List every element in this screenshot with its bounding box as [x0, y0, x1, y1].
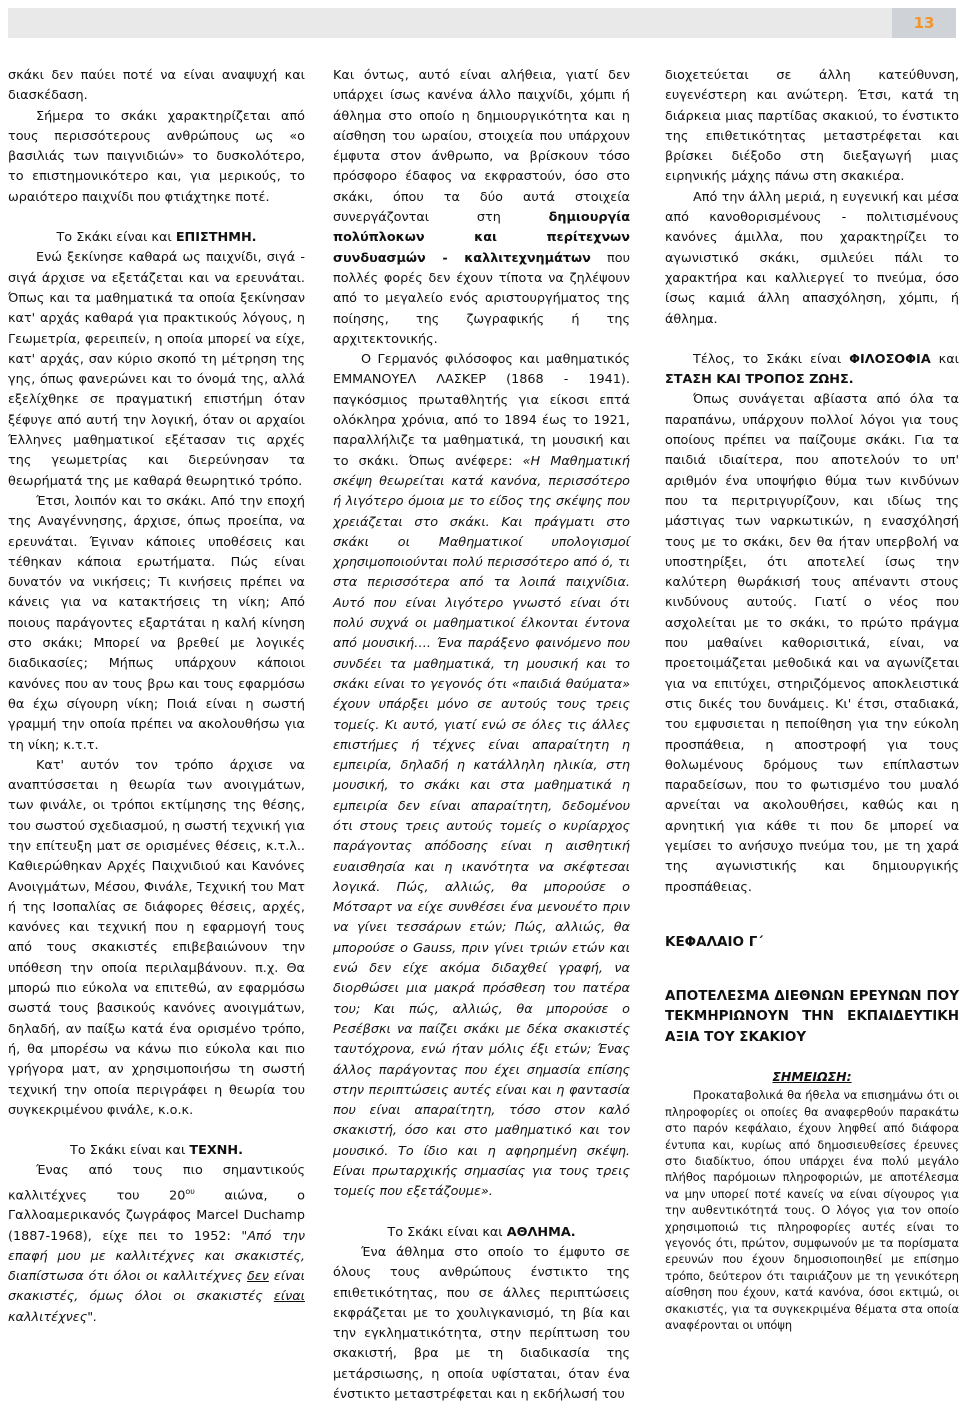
column-1: [8, 66, 305, 1328]
heading-text: Το Σκάκι είναι και: [387, 1224, 507, 1240]
underlined-word: είναι: [273, 1289, 305, 1305]
note-paragraph: Προκαταβολικά θα ήθελα να επισημάνω ότι οι πληροφορίες οι οποίες θα αναφερθούν παρακάτω στο παρόν κεφάλαιο, έχουν ληφθεί από διάφορα έντυπα και, κυρίως από δημοσιευθείσες έρευνες στο διαδίκτυο, όπου υπάρχει ένα πολύ μεγάλο πλήθος παρόμοιων πληροφοριών, με αποτέλεσμα να μην υπορεί ποτέ κανείς να είναι σίγουρος για την αυθεντικότητά τους. Ο λόγος για τον οποίο χρησιμοποιώ τις πληροφορίες αυτές είναι το γεγονός ότι, πρώτον, συμφωνούν με τα πορίσματα ερευνών που έχουν δημοσιοποιηθεί με επίσημο τρόπο, δεύτερον ότι ταιριάζουν με τη γενικότερη αίσθηση που έχουν, κατά κανόνα, όσοι εκτιμώ, οι σκακιστές, για τα συγκεκριμένα θέματα στα οποία αναφέρονται οι υπόψη: [665, 1088, 959, 1333]
heading-text: Το Σκάκι είναι και: [56, 230, 176, 246]
quote-text: "Από την επαφή μου με καλλιτέχνες και σκακιστές, διαπίστωσα ότι όλοι οι καλλιτέχνες: [8, 1228, 305, 1285]
paragraph: διοχετεύεται σε άλλη κατεύθυνση, ευγενέστερη και ανώτερη. Έτσι, κατά τη διάρκεια μιας παρτίδας σκακιού, το ένστικτο της επιθετικότητας μεταστρέφεται και βρίσκει διέξοδο στη διεξαγωγή μιας ειρηνικής μάχης πάνω στη σκακιέρα.: [665, 68, 959, 185]
text: αιώνα, ο Γαλλοαμερικανός ζωγράφος Marcel Duchamp (1887-1968), είχε πει το 1952:: [8, 1188, 305, 1244]
text: Και όντως, αυτό είναι αλήθεια, γιατί δεν υπάρχει ίσως κανένα άλλο παιχνίδι, χόμπι ή άθλημα στο οποίο η δημιουργικότητα και η αίσθηση του ωραίου, στοιχεία που υπάρχουν έμφυτα στον άνθρωπο, να βρίσκουν τόσο πρόσφορο έδαφος να εκφραστούν, όσο στο σκάκι, όπου τα δύο αυτά στοιχεία συνεργάζονται στη: [333, 68, 630, 226]
text: που πολλές φορές δεν έχουν τίποτα να ζηλέψουν από το μεγαλείο ενός αριστουργήματος της ποίησης, της ζωγραφικής ή της αρχιτεκτονικής.: [333, 250, 630, 347]
note-heading: ΣΗΜΕΙΩΣΗ:: [772, 1069, 852, 1085]
superscript: ου: [185, 1186, 195, 1196]
section-heading-science: [8, 228, 305, 248]
heading-text: και: [930, 351, 959, 367]
paragraph: Από την άλλη μεριά, η ευγενική και μέσα από κανοθορισμένους - πολιτισμένους κανόνες άμιλλα, που χαρακτηρίζει το αγωνιστικό σκάκι, σμιλεύει πάλι το χαρακτήρα και καλλιεργεί το πνεύμα, όσο ίσως καμιά άλλη απασχόληση, χόμπι, ή άθλημα.: [665, 189, 959, 327]
column-2: [333, 66, 630, 1405]
heading-text: Το Σκάκι είναι και: [70, 1143, 190, 1159]
paragraph: [333, 66, 630, 350]
section-heading-philosophy: [665, 350, 959, 391]
text: Ένας από τους πιο σημαντικούς καλλιτέχνες του 20: [8, 1163, 305, 1203]
paragraph: [8, 1161, 305, 1328]
paragraph: Ένα άθλημα στο οποίο το έμφυτο σε όλους τους ανθρώπους ένστικτο της επιθετικότητας, που σε άλλες περιπτώσεις εκφράζεται με το χουλιγκανισμό, τη βία και την εγκληματικότητα, στην περίπτωση του σκακιστή, βρα με τη διαδικασία της μετάρσιωσης, η οποία υφίσταται, όταν ένα ένστικτο μεταστρέφεται και η εκδήλωσή του: [333, 1244, 630, 1402]
paragraph: Όπως συνάγεται αβίαστα από όλα τα παραπάνω, υπάρχουν πολλοί λόγοι για τους οποίους πρέπει να παίζουμε σκάκι. Για τα παιδιά ιδιαίτερα, που αποτελούν το υπ' αριθμόν ένα υποψήφιο θύμα των κινδύνων που τα περιτριγυρίζουν, και ιδίως της μάστιγας των ναρκωτικών, η ενασχόλησή τους με το σκάκι, δεν θα ήταν υπερβολή να υποστηρίξει, ότι αποτελεί ίσως την καλύτερη θωράκισή τους απέναντι στους κινδύνους αυτούς. Γιατί ο νέος που ασχολείται με το σκάκι, το πρώτο πράγμα που μαθαίνει καθορισιτικά, είναι, να προετοιμάζεται μεθοδικά και να αγωνίζεται για να επιτύχει, στηριζόμενος αποκλειστικά στις δικές του δυνάμεις. Κι' έτσι, σταδιακά, του εμφυσιεται η πεποίθηση για την εύκολη προσπάθεια, η αποστροφή για τους θολωμένους δρόμους των επίπλαστων παραδείσων, που το φωτισμένο του μυαλό αρνείται να ακολουθήσει, καθώς και η αρνητική για κάθε τι που δε μπορεί να γεμίσει το ανήσυχο πνεύμα του, με τη χαρά της αγωνιστικής και δημιουργικής προσπάθειας.: [665, 392, 959, 895]
paragraph: Κατ' αυτόν τον τρόπο άρχισε να αναπτύσσεται η θεωρία των ανοιγμάτων, των φινάλε, οι τρόποι εκτίμησης της θέσης, του σωστού σχεδιασμού, η σωστή τεχνική για την επίτευξη ματ σε ορισμένες θέσεις, κ.τ.λ.. Καθιερώθηκαν Αρχές Παιχνιδιού και Κανόνες Ανοιγμάτων, Μέσου, Φινάλε, Τεχνική του Ματ ή της Ισοπαλίας σε διάφορες θέσεις, αρχές, κανόνες και τεχνική που η εφαρμογή τους από τους σκακιστές επιβεβαιώνουν την υπόθεση την οποία περιλαμβάνουν. π.χ. Θα μπορώ πιο εύκολα να επιτεθώ, αν εφαρμόσω σωστά τους βασικούς κανόνες ανοιγμάτων, δηλαδή, αν παίξω κατά ένα ορισμένο τρόπο, ή, θα μπορέσω να κάνω πιο εύκολα και πιο γρήγορα ματ, αν χρησιμοποιήσω τη σωστή τεχνική την οποία περιγράφει η θεωρία του συγκεκριμένου φινάλε, κ.ο.κ.: [8, 757, 305, 1118]
heading-text: Τέλος, το Σκάκι είναι: [693, 351, 850, 367]
quote-text: είναι σκακιστές, όμως όλοι οι σκακιστές: [8, 1269, 305, 1305]
page-header-bar: [8, 8, 956, 38]
bold-text: δημιουργία πολύπλοκων και περίτεχνων συνδυασμών - καλλιτεχνημάτων: [333, 210, 630, 266]
paragraph: [333, 350, 630, 1202]
quote-text: «Η Μαθηματική σκέψη θεωρείται κατά κανόνα, περισσότερο ή λιγότερο όμοια με το είδος της σκέψης που χρειάζεται στο σκάκι. Και πράγματι στο σκάκι οι Μαθηματικοί υπολογισμοί χρησιμοποιούνται πολύ περισσότερο από ό, τι στα περισσότερα από τα λοιπά παιχνίδια. Αυτό που είναι λιγότερο γνωστό είναι ότι πολύ συχνά οι μαθηματικοί έλκονται έντονα από μουσική…. Ένα παράξενο φαινόμενο που συνδέει τα μαθηματικά, τη μουσική και το σκάκι είναι το γεγονός ότι «παιδιά θαύματα» έχουν υπάρξει μόνο σε αυτούς τους τρεις τομείς. Κι αυτό, γιατί ενώ σε όλες τις άλλες επιστήμες ή τέχνες είναι απαραίτητη η εμπειρία, δηλαδή η κατάλληλη ηλικία, στη μουσική, το σκάκι και στα μαθηματικά η εμπειρία δεν είναι απαραίτητη, δεδομένου ότι στους τρεις αυτούς τομείς ο κυρίαρχος παράγοντας απόδοσης είναι η αισθητική ευαισθησία και η ικανότητα να σκέφτεσαι λογικά. Πώς, αλλιώς, θα μπορούσε ο Μότσαρτ να είχε συνθέσει ένα μενουέτο πριν να γίνει τεσσάρων ετών; Πώς, αλλιώς, θα μπορούσε ο Gauss, πριν γίνει τριών ετών και ενώ δεν είχε ακόμα διδαχθεί γραφή, να διορθώσει μια μακρά πρόσθεση του πατέρα του; Και πώς, αλλιώς, θα μπορούσε ο Ρεσέβσκι να παίζει σκάκι με δέκα σκακιστές ταυτόχρονα, ενώ ήταν μόλις έξι ετών; Ένας άλλος παράγοντας που έχει σημασία επίσης στην περιπτώσεις αυτές είναι και η φαντασία που είναι απαραίτητη, τόσο στον καλό σκακιστή, όσο και στο μαθηματικό και τον μουσικό. Το ίδιο και η αφηρημένη σκέψη. Είναι πρωταρχικής σημασίας για τους τρεις τομείς που εξετάζουμε».: [333, 453, 630, 1200]
paragraph: σκάκι δεν παύει ποτέ να είναι αναψυχή και διασκέδαση.: [8, 68, 305, 104]
paragraph: Ενώ ξεκίνησε καθαρά ως παιχνίδι, σιγά - σιγά άρχισε να εξετάζεται και να ερευνάται. Όπως και τα μαθηματικά τα οποία ξεκίνησαν κατ' αρχάς καθαρά για πρακτικούς λόγους, η Γεωμετρία, φερειπείν, η οποία μπορεί να είχε, κατ' αρχάς, σαν κύριο σκοπό τη μέτρηση της γης, όπως φανερώνει και το όνομά της, αλλά εξελίχθηκε σε πραγματική επιστήμη όταν ξέφυγε από αυτή την λογική, όταν οι αρχαίοι Έλληνες μαθηματικοί εξέτασαν τις αρχές της γεωμετρίας και διερεύνησαν τα θεωρήματά της με καθαρά θεωρητικό τρόπο.: [8, 250, 305, 489]
text: Ο Γερμανός φιλόσοφος και μαθηματικός ΕΜΜΑΝΟΥΕΛ ΛΑΣΚΕΡ (1868 - 1941). παγκόσμιος πρωταθλητής για είκοσι επτά ολόκληρα χρόνια, από το 1894 έως το 1921, παραλλήλιζε τα μαθηματικά, τη μουσική και το σκάκι. Όπως ανέφερε:: [333, 352, 630, 469]
column-3: [665, 66, 959, 1333]
quote-text: καλλιτέχνες".: [8, 1309, 98, 1325]
page-number: 13: [892, 8, 956, 38]
heading-keyword: ΣΤΑΣΗ ΚΑΙ ΤΡΟΠΟΣ ΖΩΗΣ.: [665, 372, 854, 388]
paragraph: Σήμερα το σκάκι χαρακτηρίζεται από τους περισσότερους ανθρώπους ως «ο βασιλιάς των παιγνιδιών» το δυσκολότερο, το επιστημονικότερο και, για μερικούς, το ωραιότερο παιχνίδι που φτιάχτηκε ποτέ.: [8, 108, 305, 205]
section-heading-sport: [333, 1223, 630, 1243]
section-heading-art: [8, 1141, 305, 1161]
heading-keyword: ΕΠΙΣΤΗΜΗ.: [175, 230, 257, 246]
heading-keyword: ΤΕΧΝΗ.: [189, 1143, 243, 1159]
heading-keyword: ΑΘΛΗΜΑ.: [506, 1224, 576, 1240]
chapter-heading: ΚΕΦΑΛΑΙΟ Γ΄: [665, 933, 764, 950]
underlined-word: δεν: [247, 1269, 269, 1285]
chapter-title: ΑΠΟΤΕΛΕΣΜΑ ΔΙΕΘΝΩΝ ΕΡΕΥΝΩΝ ΠΟΥ ΤΕΚΜΗΡΙΩΝΟΥΝ ΤΗΝ ΕΚΠΑΙΔΕΥΤΙΚΗ ΑΞΙΑ ΤΟΥ ΣΚΑΚΙΟΥ: [665, 988, 959, 1045]
heading-keyword: ΦΙΛΟΣΟΦΙΑ: [849, 351, 931, 367]
paragraph: Έτσι, λοιπόν και το σκάκι. Από την εποχή της Αναγέννησης, άρχισε, όπως προείπα, να ερευνάται. Έγιναν κάποιες υποθέσεις και τέθηκαν κάποια ερωτήματα. Πώς είναι δυνατόν να νικήσεις; Τι κινήσεις πρέπει να κάνεις για να κατακτήσεις τη νίκη; Από ποιους παράγοντες εξαρτάται η καλή κίνηση στο σκάκι; Μπορεί να βρεθεί με λογικές διαδικασίες; Μήπως υπάρχουν κάποιοι κανόνες που αν τους βρω και τους εφαρμόσω θα έχω σίγουρη νίκη; Ποιά είναι η σωστή γραμμή την οποία πρέπει να ακολουθήσω για τη νίκη; κ.τ.τ.: [8, 493, 305, 753]
